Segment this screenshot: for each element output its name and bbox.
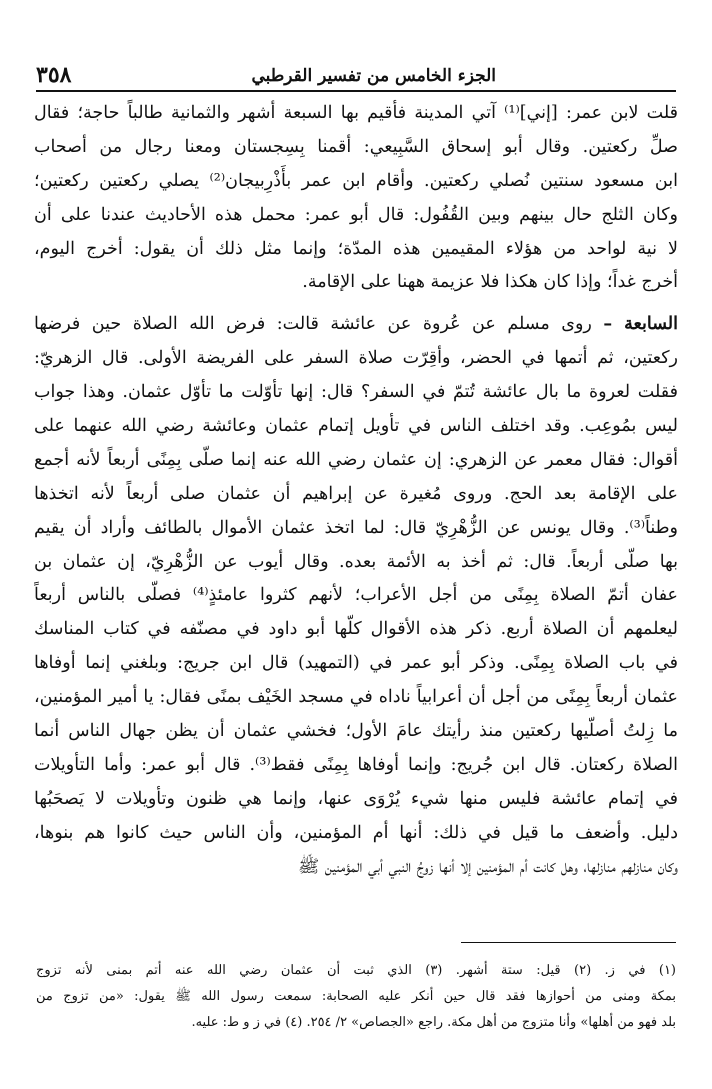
text-line: ليس بمُوعِب. وقد اختلف الناس في تأويل إتمام عثمان وعائشة رضي الله عنهما على (34, 416, 678, 437)
footnotes (36, 958, 676, 1036)
text-line: ما زِلتُ أصلّيها ركعتين منذ رأيتك عامَ الأول؛ فخشي عثمان أن يظن جهال الناس أنما (34, 721, 678, 742)
text-line: وكان الثلج حال بينهم وبين القُفُول: قال أبو عمر: محمل هذه الأحاديث عندنا على أن (34, 204, 678, 225)
text-line: على الإقامة بعد الحج. وروى مُغيرة عن إبراهيم أن عثمان صلى أربعاً لأنه اتخذها (34, 483, 678, 504)
text-line: قلت لابن عمر: [إني]⁽¹⁾ آتي المدينة فأقيم بها السبعة أشهر والثمانية طالباً حاجة؛ فقال (34, 103, 678, 123)
text-line: وطناً⁽³⁾. وقال يونس عن الزُّهْرِيّ قال: لما اتخذ عثمان الأموال بالطائف وأراد أن يقيم (34, 517, 678, 538)
text-line: فقلت لعروة ما بال عائشة تُتمّ في السفر؟ قال: إنها تأوّلت ما تأوّل عثمان. وهذا جواب (34, 382, 678, 403)
paragraph-gap (34, 300, 678, 308)
text-line: الصلاة ركعتان. قال ابن جُريج: وإنما أوفاها بِمِنًى فقط⁽³⁾. قال أبو عمر: وأما التأويلات (34, 754, 678, 775)
text-line: في إتمام عائشة فليس منها شيء يُرْوَى عنها، وإنما هي ظنون وتأويلات لا يَصحَبُها (34, 788, 678, 809)
text-line: أخرج غداً؛ وإذا كان هكذا فلا عزيمة ههنا على الإقامة. (302, 272, 678, 293)
text-line: وكان منازلهم منازلها، وهل كانت أم المؤمنين إلا أنها زوجُ النبي أبي المؤمنين ﷺ (298, 856, 678, 877)
text-line: في باب الصلاة بِمِنًى. وذكر أبو عمر في (التمهيد) قال ابن جريج: وبلغني إنما أوفاها (34, 653, 678, 674)
text-line: صلِّ ركعتين. وقال أبو إسحاق السَّبِيعي: أقمنا بِسِجستان ومعنا رجال من أصحاب (34, 136, 678, 157)
text-line: لا نية لواحد من هؤلاء المقيمين هذه المدّة؛ وإنما مثل ذلك أن يقول: أخرج اليوم، (34, 238, 678, 259)
paragraph (34, 308, 678, 884)
text-line: عفان أتمّ الصلاة بِمِنًى من أجل الأعراب؛ لأنهم كثروا عامئذٍ⁽⁴⁾ فصلّى بالناس أربعاً (34, 585, 678, 606)
footnote-line: بلد فهو من أهلها» وأنا متزوج من أهل مكة. راجع «الجصاص» ٢/ ٢٥٤. (٤) في ز و ط: عليه. (191, 1015, 676, 1030)
text-line (34, 308, 678, 342)
text-line: دليل. وأضعف ما قيل في ذلك: أنها أم المؤمنين، وأن الناس حيث كانوا هم بنوها، (34, 822, 678, 843)
paragraph (34, 97, 678, 300)
text-line: ليعلمهم أن الصلاة أربع. ذكر هذه الأقوال كلّها أبو داود في مصنّفه في كتاب المناسك (34, 619, 678, 640)
text-line: أقوال: فقال معمر عن الزهري: إن عثمان رضي الله عنه إنما صلّى بِمِنًى أربعاً لأنه أجمع (34, 449, 678, 470)
text-line: بها صلّى أربعاً. قال: ثم أخذ به الأئمة بعده. وقال أيوب عن الزُّهْرِيّ، إن عثمان بن (34, 551, 678, 572)
running-title: الجزء الخامس من تفسير القرطبي (251, 66, 496, 86)
page-header (36, 56, 676, 92)
footnote-line: بمكة ومنى من أحوازها فقد قال حين أنكر عليه الصحابة: سمعت رسول الله ﷺ يقول: «من تزوج من (36, 989, 676, 1004)
text-line: ابن مسعود سنتين نُصلي ركعتين. وأقام ابن عمر بأَذْرِبيجان⁽²⁾ يصلي ركعتين ركعتين؛ (34, 170, 678, 191)
text-line: ركعتين، ثم أتمها في الحضر، وأقِرّت صلاة السفر على الفريضة الأولى. قال الزهريّ: (34, 348, 678, 369)
main-text (34, 97, 678, 884)
footnote-line: (١) في ز. (٢) قيل: ستة أشهر. (٣) الذي ثبت أن عثمان رضي الله عنه أتم بمنى لأنه تزوج (36, 963, 676, 978)
page-number: ٣٥٨ (36, 62, 72, 88)
text-run: روى مسلم عن عُروة عن عائشة قالت: فرض الله الصلاة حين فرضها (34, 314, 604, 335)
text-line: عثمان أربعاً بِمِنًى من أجل أن أعرابياً ناداه في مسجد الخَيْف بمنًى فقال: يا أمير المؤمنين، (34, 687, 678, 708)
footnote-separator (461, 942, 676, 943)
section-lead: السابعة – (603, 314, 678, 335)
